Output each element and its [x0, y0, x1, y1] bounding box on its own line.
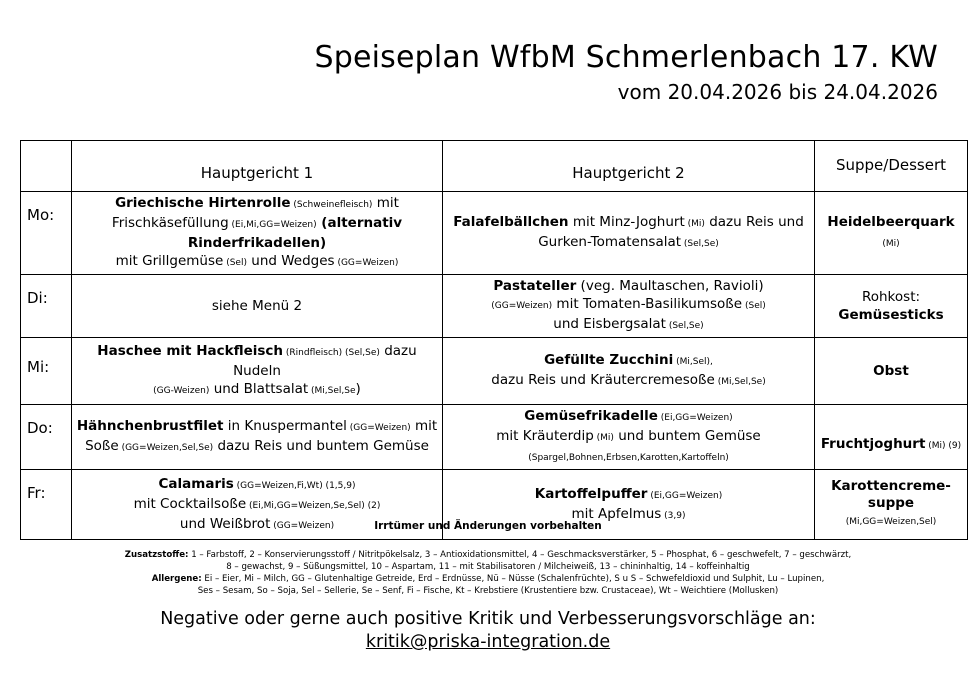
allergen-note: (Mi,Sel,Se) — [714, 377, 766, 387]
dessert-cell — [815, 275, 968, 338]
main1-cell — [72, 405, 443, 470]
allergen-note: (Mi,Sel), — [673, 357, 713, 367]
main2-cell — [443, 275, 815, 338]
allergens-line-2: Ses – Sesam, So – Soja, Sel – Sellerie, Se – Senf, Fi – Fische, Kt – Krebstiere (Krustentiere bzw. Crustaceae), Wt – Weichtiere (Mollusken) — [197, 586, 779, 596]
dish-name: (alternativ Rinderfrikadellen) — [187, 215, 403, 251]
date-range: vom 20.04.2026 bis 24.04.2026 — [617, 80, 938, 104]
dish-text: dazu Reis und — [704, 214, 804, 230]
allergen-note: (Mi) (9) — [925, 441, 962, 451]
allergen-note: (Mi) — [593, 433, 614, 443]
dish-name: Gemüsesticks — [838, 307, 944, 323]
dish-text: und Wedges — [246, 253, 335, 269]
additives-label: Zusatzstoffe: — [124, 550, 189, 560]
dish-text: ) — [355, 381, 361, 397]
allergen-note: (Sel,Se) — [681, 239, 719, 249]
feedback — [0, 608, 976, 654]
dish-name: Obst — [873, 363, 909, 379]
dish-name: Falafelbällchen — [453, 214, 569, 230]
header-cell-main2: Hauptgericht 2 — [443, 141, 815, 192]
dish-text: siehe Menü 2 — [211, 298, 303, 314]
day-label: Di: — [21, 275, 72, 338]
dish-name: Fruchtjoghurt — [820, 436, 926, 452]
allergen-note: (GG=Weizen) — [346, 423, 411, 433]
dish-text: und Eisbergsalat — [553, 316, 666, 332]
allergen-note: (Sel) — [742, 301, 766, 311]
main1-cell — [72, 192, 443, 275]
dessert-cell — [815, 192, 968, 275]
allergen-note: (Ei,GG=Weizen) — [657, 413, 733, 423]
allergen-note: (3,9) — [661, 510, 686, 521]
dessert-cell — [815, 405, 968, 470]
dish-name: Karottencreme- — [831, 478, 951, 494]
allergens-text: Ei – Eier, Mi – Milch, GG – Glutenhaltige Getreide, Erd – Erdnüsse, Nü – Nüsse (Schalenfrüchte), S u S – Schwefeldioxid und Sulphit, Lu – Lupinen, — [201, 574, 825, 584]
allergen-note: (Mi,Sel,Se — [308, 386, 356, 396]
menu-table — [20, 140, 968, 540]
allergen-note: (GG=Weizen) — [491, 301, 553, 311]
dish-text: und buntem Gemüse — [613, 428, 761, 444]
dish-text: dazu Reis und Kräutercremesoße — [491, 372, 715, 388]
day-label: Do: — [21, 405, 72, 470]
allergen-note: (GG=Weizen,Sel,Se) — [118, 443, 214, 453]
dish-name: suppe — [867, 495, 915, 511]
header-cell-dessert: Suppe/Dessert — [815, 141, 968, 192]
dish-text: mit Apfelmus — [571, 505, 662, 522]
table-row — [21, 192, 968, 275]
additives-line — [0, 549, 976, 561]
dish-text: mit Minz-Joghurt — [568, 214, 685, 230]
day-label: Fr: — [21, 470, 72, 540]
dish-text: und Weißbrot — [179, 515, 271, 532]
dish-name: Hähnchenbrustfilet — [76, 418, 224, 434]
dish-text: Gurken-Tomatensalat — [538, 234, 682, 250]
dish-text: dazu Reis und buntem Gemüse — [213, 438, 429, 454]
table-row — [21, 275, 968, 338]
dish-text: Frischkäsefüllung — [111, 215, 229, 231]
dish-text: mit — [410, 418, 438, 434]
dish-text: dazu Nudeln — [233, 343, 417, 379]
dish-text: Soße — [85, 438, 119, 454]
allergens-label: Allergene: — [151, 574, 202, 584]
allergen-note: (GG=Weizen,Fi,Wt) (1,5,9) — [233, 480, 356, 491]
main2-cell — [443, 192, 815, 275]
dish-name: Haschee mit Hackfleisch — [97, 343, 284, 359]
allergen-note: (Ei,GG=Weizen) — [647, 490, 723, 501]
legend — [0, 549, 976, 597]
dish-text: mit Tomaten-Basilikumsoße — [552, 296, 743, 312]
day-label: Mi: — [21, 338, 72, 405]
page-title: Speiseplan WfbM Schmerlenbach 17. KW — [314, 40, 938, 75]
allergen-note: (Mi,GG=Weizen,Sel) — [845, 517, 937, 527]
additives-line-2: 8 – gewachst, 9 – Süßungsmittel, 10 – Aspartam, 11 – mit Stabilisatoren / Milcheiweiß, 13 – chininhaltig, 14 – koffeinhaltig — [226, 562, 750, 572]
main1-cell — [72, 275, 443, 338]
day-label: Mo: — [21, 192, 72, 275]
dish-text: mit Cocktailsoße — [133, 495, 247, 512]
dish-text: Rohkost: — [861, 289, 921, 305]
dish-text: mit Grillgemüse — [115, 253, 224, 269]
allergen-note: (Ei,Mi,GG=Weizen) — [228, 220, 317, 230]
table-row — [21, 338, 968, 405]
header-cell-day — [21, 141, 72, 192]
main2-cell — [443, 338, 815, 405]
disclaimer: Irrtümer und Änderungen vorbehalten — [374, 520, 602, 532]
feedback-text: Negative oder gerne auch positive Kritik und Verbesserungsvorschläge an: — [160, 609, 816, 629]
main1-cell — [72, 338, 443, 405]
table-row — [21, 405, 968, 470]
allergen-note: (Mi) — [684, 219, 705, 229]
allergen-note: (Spargel,Bohnen,Erbsen,Karotten,Kartoffeln) — [528, 453, 729, 463]
dish-text: mit — [372, 195, 399, 211]
dish-name: Calamaris — [158, 475, 234, 492]
dish-text: in Knuspermantel — [223, 418, 347, 434]
allergens-line — [0, 573, 976, 585]
dish-name: Pastateller — [493, 278, 577, 294]
dish-text: mit Kräuterdip — [496, 428, 594, 444]
header-row — [21, 141, 968, 192]
allergen-note: (GG=Weizen) — [270, 520, 335, 531]
dish-name: Gefüllte Zucchini — [544, 352, 674, 368]
dish-text: und Blattsalat — [209, 381, 309, 397]
dish-name: Griechische Hirtenrolle — [115, 195, 291, 211]
dish-name: Heidelbeerquark — [827, 214, 955, 230]
allergen-note: (Mi) — [882, 239, 900, 249]
main2-cell — [443, 405, 815, 470]
additives-text: 1 – Farbstoff, 2 – Konservierungsstoff / Nitritpökelsalz, 3 – Antioxidationsmittel, 4 – Geschmacksverstärker, 5 – Phosphat, 6 – geschwefelt, 7 – geschwärzt, — [188, 550, 852, 560]
allergen-note: (Rindfleisch) (Sel,Se) — [283, 348, 380, 358]
allergen-note: (Ei,Mi,GG=Weizen,Se,Sel) (2) — [246, 500, 381, 511]
header-cell-main1: Hauptgericht 1 — [72, 141, 443, 192]
feedback-email-link[interactable]: kritik@priska-integration.de — [365, 632, 611, 652]
allergen-note: (Sel) — [223, 258, 247, 268]
allergen-note: (Sel,Se) — [665, 321, 704, 331]
allergen-note: (GG-Weizen) — [153, 386, 210, 396]
allergen-note: (Schweinefleisch) — [290, 200, 373, 210]
dish-name: Gemüsefrikadelle — [524, 408, 658, 424]
dish-name: Kartoffelpuffer — [534, 485, 648, 502]
dessert-cell — [815, 338, 968, 405]
allergen-note: (GG=Weizen) — [334, 258, 399, 268]
dish-text: (veg. Maultaschen, Ravioli) — [576, 278, 764, 294]
